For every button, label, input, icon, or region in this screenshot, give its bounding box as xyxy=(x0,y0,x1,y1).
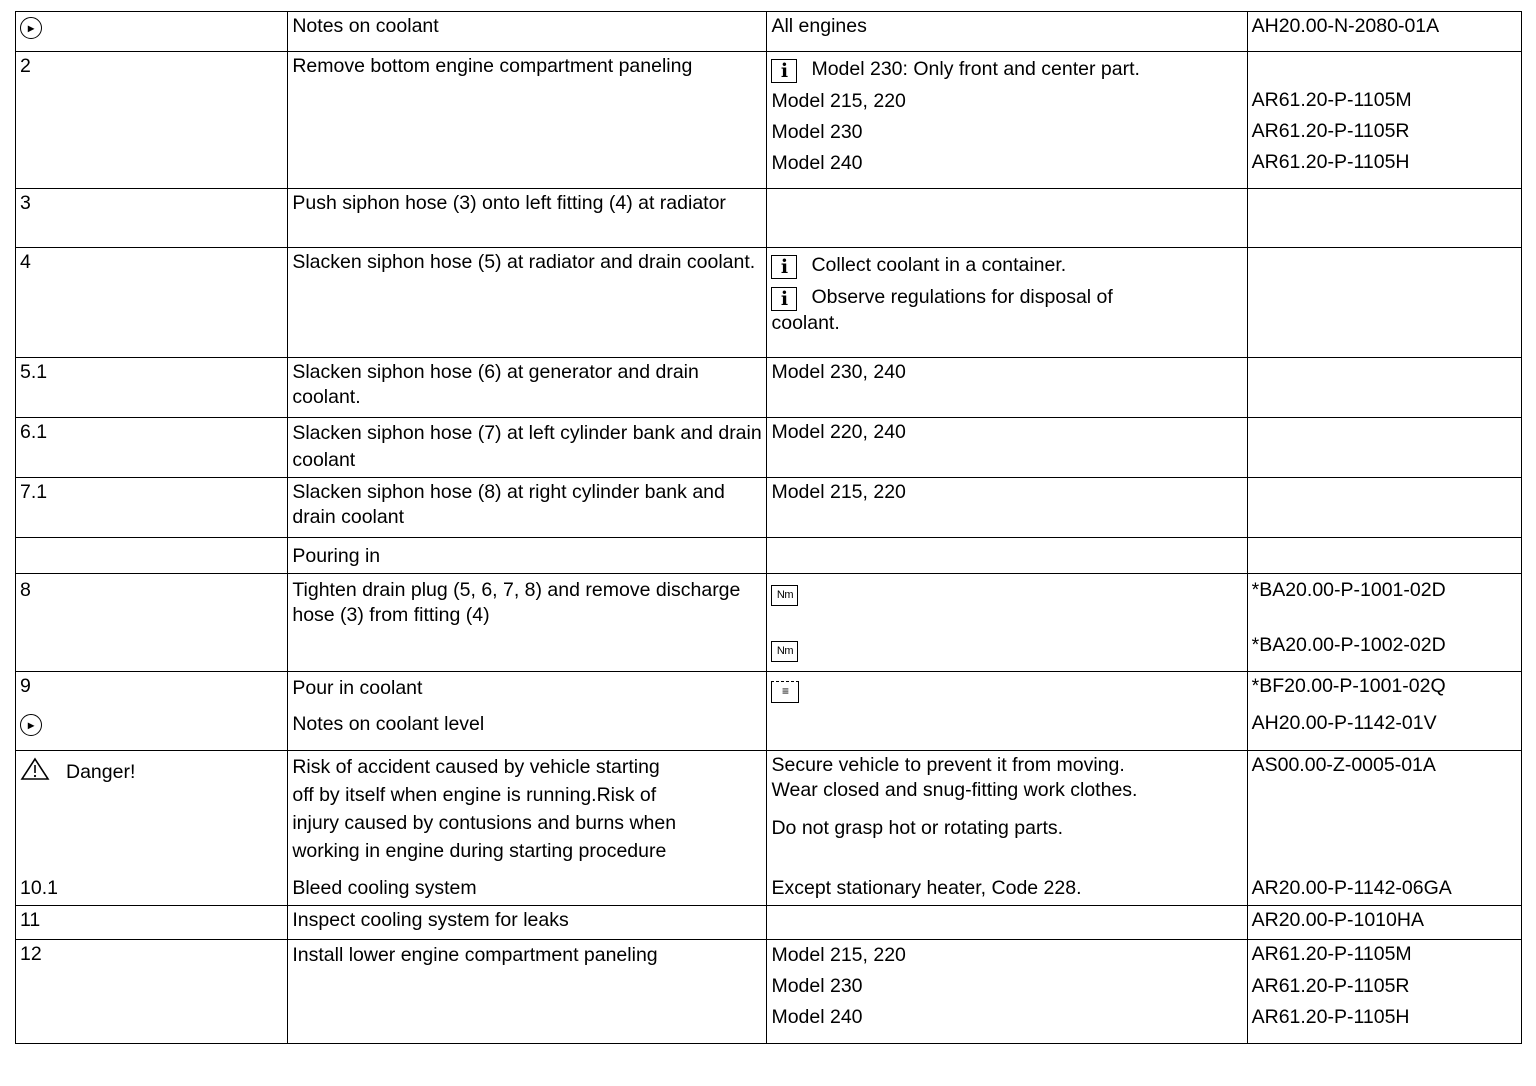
table-row xyxy=(16,52,1522,189)
table-row xyxy=(16,574,1522,672)
action-cell xyxy=(288,751,767,906)
info-cell: Model 215, 220 xyxy=(767,478,1247,538)
danger-text: Risk of accident caused by vehicle starting xyxy=(292,756,660,778)
ref-cell xyxy=(1247,672,1521,751)
info-cell xyxy=(767,189,1247,248)
action-cell: Slacken siphon hose (7) at left cylinder bank and drain coolant xyxy=(288,418,767,478)
action-cell: Notes on coolant xyxy=(288,12,767,52)
ref-cell xyxy=(1247,189,1521,248)
info-text: Do not grasp hot or rotating parts. xyxy=(771,817,1064,839)
action-cell: Slacken siphon hose (5) at radiator and drain coolant. xyxy=(288,248,767,358)
action-cell: Remove bottom engine compartment paneling xyxy=(288,52,767,189)
procedure-table xyxy=(15,11,1522,1044)
ref-cell xyxy=(1247,248,1521,358)
info-cell xyxy=(767,574,1247,672)
ref-link[interactable]: AR61.20-P-1105H xyxy=(1251,151,1410,173)
danger-label: Danger! xyxy=(66,761,136,783)
fill-quantity-icon: ≡ xyxy=(771,681,799,703)
table-row xyxy=(16,478,1522,538)
table-row xyxy=(16,906,1522,940)
info-text: Wear closed and snug-fitting work clothes. xyxy=(771,779,1138,801)
ref-link[interactable]: AH20.00-P-1142-01V xyxy=(1251,712,1437,734)
warning-icon xyxy=(20,757,50,781)
step-cell xyxy=(16,751,288,906)
info-cell xyxy=(767,248,1247,358)
danger-text: working in engine during starting procedure xyxy=(292,840,667,862)
info-text: Except stationary heater, Code 228. xyxy=(771,877,1082,899)
info-cell: All engines xyxy=(767,12,1247,52)
action-text: Pour in coolant xyxy=(292,677,423,699)
action-cell: Inspect cooling system for leaks xyxy=(288,906,767,940)
info-cell xyxy=(767,672,1247,751)
table-row xyxy=(16,189,1522,248)
ref-cell[interactable]: AR20.00-P-1010HA xyxy=(1247,906,1521,940)
model-text: Model 240 xyxy=(771,152,863,174)
model-text: Model 215, 220 xyxy=(771,944,906,966)
table-row xyxy=(16,418,1522,478)
step-cell: 4 xyxy=(16,248,288,358)
section-heading: Pouring in xyxy=(288,538,767,574)
ref-cell[interactable]: AH20.00-N-2080-01A xyxy=(1247,12,1521,52)
action-cell: Tighten drain plug (5, 6, 7, 8) and remove discharge hose (3) from fitting (4) xyxy=(288,574,767,672)
table-row xyxy=(16,940,1522,1044)
action-cell: Slacken siphon hose (8) at right cylinder bank and drain coolant xyxy=(288,478,767,538)
action-text: Bleed cooling system xyxy=(292,877,477,899)
info-cell xyxy=(767,906,1247,940)
step-cell xyxy=(16,672,288,751)
ref-link[interactable]: AR61.20-P-1105M xyxy=(1251,943,1412,965)
ref-link[interactable]: AR61.20-P-1105R xyxy=(1251,120,1410,142)
step-cell: 7.1 xyxy=(16,478,288,538)
model-text: Model 230 xyxy=(771,975,863,997)
action-cell: Install lower engine compartment paneling xyxy=(288,940,767,1044)
step-number: 9 xyxy=(20,675,31,697)
ref-link[interactable]: AR61.20-P-1105H xyxy=(1251,1006,1410,1028)
model-text: Model 215, 220 xyxy=(771,90,906,112)
info-note: coolant. xyxy=(771,312,840,334)
danger-text: injury caused by contusions and burns when xyxy=(292,812,677,834)
info-note: Model 230: Only front and center part. xyxy=(811,58,1140,80)
info-note: Collect coolant in a container. xyxy=(811,254,1067,276)
table-row xyxy=(16,248,1522,358)
step-number: 10.1 xyxy=(20,877,58,899)
step-cell: 5.1 xyxy=(16,358,288,418)
info-icon: i xyxy=(771,287,797,311)
torque-icon: Nm xyxy=(771,641,798,662)
ref-cell xyxy=(1247,751,1521,906)
ref-link[interactable]: AR20.00-P-1142-06GA xyxy=(1251,877,1452,899)
step-cell: 8 xyxy=(16,574,288,672)
info-note: Observe regulations for disposal of xyxy=(811,286,1113,308)
table-row xyxy=(16,358,1522,418)
step-cell xyxy=(16,538,288,574)
step-cell: 3 xyxy=(16,189,288,248)
ref-cell xyxy=(1247,940,1521,1044)
ref-link[interactable]: *BA20.00-P-1002-02D xyxy=(1251,634,1446,656)
action-text: Notes on coolant level xyxy=(292,713,485,735)
action-cell: Push siphon hose (3) onto left fitting (4) at radiator xyxy=(288,189,767,248)
ref-cell xyxy=(1247,358,1521,418)
notes-icon: ▸ xyxy=(20,17,42,39)
ref-link[interactable]: AS00.00-Z-0005-01A xyxy=(1251,754,1436,776)
ref-link[interactable]: *BA20.00-P-1001-02D xyxy=(1251,579,1446,601)
info-cell xyxy=(767,940,1247,1044)
ref-cell xyxy=(1247,574,1521,672)
table-row xyxy=(16,751,1522,906)
table-row xyxy=(16,538,1522,574)
model-text: Model 230 xyxy=(771,121,863,143)
table-row xyxy=(16,12,1522,52)
action-cell: Slacken siphon hose (6) at generator and drain coolant. xyxy=(288,358,767,418)
ref-cell xyxy=(1247,418,1521,478)
info-cell: Model 220, 240 xyxy=(767,418,1247,478)
info-text: Secure vehicle to prevent it from moving. xyxy=(771,754,1125,776)
info-cell xyxy=(767,52,1247,189)
torque-icon: Nm xyxy=(771,585,798,606)
step-cell: 12 xyxy=(16,940,288,1044)
step-cell: 11 xyxy=(16,906,288,940)
danger-text: off by itself when engine is running.Risk of xyxy=(292,784,657,806)
ref-cell xyxy=(1247,538,1521,574)
model-text: Model 240 xyxy=(771,1006,863,1028)
ref-link[interactable]: AR61.20-P-1105R xyxy=(1251,975,1410,997)
step-cell xyxy=(16,12,288,52)
info-icon: i xyxy=(771,59,797,83)
step-cell: 6.1 xyxy=(16,418,288,478)
ref-cell xyxy=(1247,52,1521,189)
ref-link[interactable]: AR61.20-P-1105M xyxy=(1251,89,1412,111)
info-icon: i xyxy=(771,255,797,279)
info-cell xyxy=(767,538,1247,574)
notes-icon: ▸ xyxy=(20,714,42,736)
table-row xyxy=(16,672,1522,751)
info-cell: Model 230, 240 xyxy=(767,358,1247,418)
ref-cell xyxy=(1247,478,1521,538)
step-cell: 2 xyxy=(16,52,288,189)
action-cell xyxy=(288,672,767,751)
ref-link[interactable]: *BF20.00-P-1001-02Q xyxy=(1251,675,1446,697)
info-cell xyxy=(767,751,1247,906)
